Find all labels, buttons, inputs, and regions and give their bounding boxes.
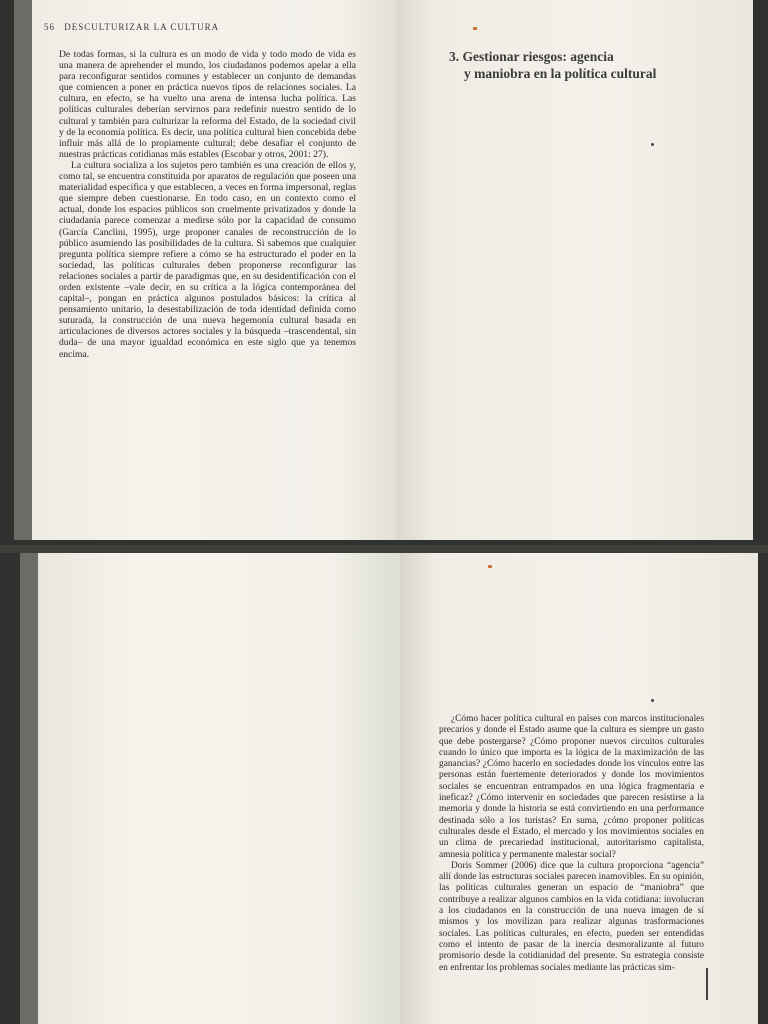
chapter-title-line1: 3. Gestionar riesgos: agencia xyxy=(449,49,614,64)
page-edge xyxy=(14,0,32,540)
chapter-title xyxy=(449,48,709,82)
dust-speck xyxy=(651,699,654,702)
chapter-title-line2: y maniobra en la política cultural xyxy=(464,66,657,81)
paragraph: De todas formas, si la cultura es un modo de vida y todo modo de vida es una manera de aprehender el mundo, los ciudadanos podemos apelar a ella para reconfigurar sentidos comunes y establecer un conjunto de demandas que comiencen a poner en práctica nuevos tipos de relaciones sociales. La cultura, en efecto, se ha vuelto una arena de intensa lucha política. Las políticas culturales deberían servirnos para redefinir nuestro sentido de lo cultural y también para culturizar la reforma del Estado, de la sociedad civil y de la economía política. Es decir, una política cultural bien concebida debe influir más allá de lo propiamente cultural; debe desafiar el conjunto de nuestras prácticas cotidianas más estables (Escobar y otros, 2001: 27). xyxy=(59,49,356,160)
bottom-right-page-body xyxy=(439,714,704,974)
print-mark xyxy=(473,27,477,30)
dust-speck xyxy=(651,143,654,146)
page-number: 56 xyxy=(44,22,55,32)
margin-pencil-mark xyxy=(706,968,708,1000)
print-mark xyxy=(488,565,492,568)
paragraph: ¿Cómo hacer política cultural en países con marcos institucionales precarios y donde el Estado asume que la cultura es siempre un gasto que debe postergarse? ¿Cómo proponer nuevos circuitos culturales cuando lo único que importa es la lógica de la maximización de las ganancias? ¿Cómo hacerlo en sociedades donde los vínculos entre las personas están fuertemente deteriorados y donde los movimientos sociales se encuentran entrampados en una lógica fragmentaria e ineficaz? ¿Cómo intervenir en sociedades que parecen resistirse a la memoria y donde la historia se está convirtiendo en una performance destinada sólo a los turistas? En suma, ¿cómo proponer políticas culturales desde el Estado, el mercado y los movimientos sociales en un clima de precariedad institucional, autoritarismo capitalista, amnesia política y permanente malestar social? xyxy=(439,714,704,860)
running-head-title: DESCULTURIZAR LA CULTURA xyxy=(64,22,220,32)
paragraph: La cultura socializa a los sujetos pero también es una creación de ellos y, como tal, se encuentra constituida por aparatos de regulación que poseen una materialidad específica y que establecen, a veces en forma impersonal, reglas que siempre deben cuestionarse. En todo caso, en un contexto como el actual, donde los espacios públicos son cruelmente privatizados y donde la ciudadanía parece comenzar a medirse sólo por la capacidad de consumo (García Canclini, 1995), urge proponer canales de reconstrucción de lo público asumiendo las posibilidades de la cultura. Si sabemos que cualquier pregunta política siempre refiere a cómo se ha estructurado el poder en la sociedad, las políticas culturales deben proponerse reconfigurar las relaciones sociales a partir de paradigmas que, en su desidentificación con el orden existente –vale decir, en su crítica a la lógica contemporánea del capital–, pongan en práctica algunos postulados básicos: la crítica al pensamiento unitario, la desestabilización de toda identidad definida como suturada, la construcción de una nueva hegemonía cultural basada en articulaciones de diversos actores sociales y la búsqueda –trascendental, sin duda– de una mayor igualdad económica en este siglo que ya tenemos encima. xyxy=(59,159,356,360)
running-header xyxy=(44,22,219,32)
paragraph: Doris Sommer (2006) dice que la cultura proporciona “agencia” allí donde las estructuras sociales parecen inamovibles. En su opinión, las políticas culturales generan un espacio de “maniobra” que contribuye a realizar algunos cambios en la vida cotidiana: involucran a los ciudadanos en la construcción de una nueva imagen de sí mismos y los movilizan para realizar algunas trasformaciones sociales. Las políticas culturales, en efecto, pueden ser entendidas como el intento de pasar de la inercia desmoralizante al futuro promisorio desde la cotidianidad del presente. Su estrategia consiste en enfrentar los problemas sociales mediante las prácticas sim- xyxy=(439,860,704,973)
left-page-body xyxy=(59,49,356,360)
blank-page xyxy=(38,553,400,1024)
page-edge xyxy=(20,553,38,1024)
